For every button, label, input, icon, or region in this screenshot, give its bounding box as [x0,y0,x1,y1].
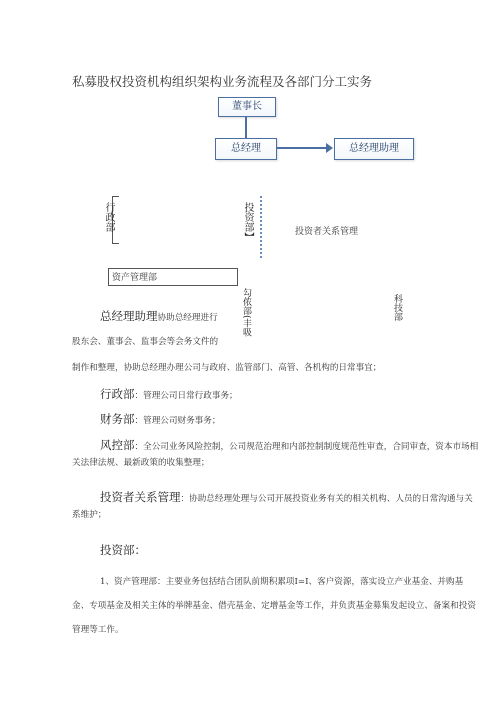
risk-text: ：全公司业务风险控制，公司规范治理和内部控制制度规范性审查，合同审查，资本市场相关法律法规、最新政策的收集整理； [72,442,479,468]
gm-assistant-box [334,138,414,160]
finance-heading: 财务部 [100,412,135,426]
finance-text: ：管理公司财务事务； [134,416,221,426]
connector-chairman-gm [245,116,247,138]
vertical-label-a: 勾侬部(丰吸 [241,288,251,337]
gm-assistant-text-2: 股东会、董事会、监事会等会务文件的 [72,337,219,347]
investor-relations-label: 投资者关系管理 [295,227,359,237]
asset-mgmt-box [108,268,238,286]
invest-dept-label: 投资部】 [242,202,253,242]
risk-heading: 风控部 [100,438,135,452]
gm-assistant-text-3: 制作和整理，协助总经理办理公司与政府、监管部门、高管、各机构的日常事宜； [72,363,382,373]
general-manager-label: 总经理 [231,143,261,154]
chairman-label: 董事长 [232,101,262,112]
ir-heading: 投资者关系管理 [100,490,181,504]
gm-assistant-heading: 总经理助理 [100,309,158,323]
chairman-box [218,97,276,117]
arrow-head [326,143,333,153]
gm-assistant-section [100,308,260,326]
invest-item-1: 1、资产管理部：主要业务包括结合团队前期积累项Ⅰ=Ⅰ、客户资源，落实设立产业基金、并购基金、专项基金及相关主体的举牌基金、借壳基金、定增基金等工作，并负责基金募集发起设立、备案和投资管理等工作。 [72,577,476,635]
connector-gm-assistant [276,147,328,149]
ir-text: ：协助总经理处理与公司开展投资业务有关的相关机构、人员的日常沟通与关系维护； [72,494,473,520]
admin-section [100,386,480,404]
risk-section [72,437,480,471]
invest-section [100,542,480,560]
invest-heading: 投资部 [100,543,135,557]
gm-assistant-text-1: 协助总经理进行 [157,313,218,323]
page-title: 私募股权投资机构组织架构业务流程及各部门分工实务 [72,74,373,89]
vertical-label-b: 科技部 [392,294,402,321]
finance-section [100,411,480,429]
dotted-connector [260,196,262,258]
admin-text: ：管理公司日常行政事务； [134,391,238,401]
asset-mgmt-label: 资产管理部 [112,273,158,283]
admin-dept-label: 行政部 [103,202,114,232]
invest-colon: ： [134,543,146,557]
admin-heading: 行政部 [100,387,135,401]
general-manager-box [215,138,277,160]
gm-assistant-label: 总经理助理 [349,143,399,154]
ir-section [72,489,480,523]
